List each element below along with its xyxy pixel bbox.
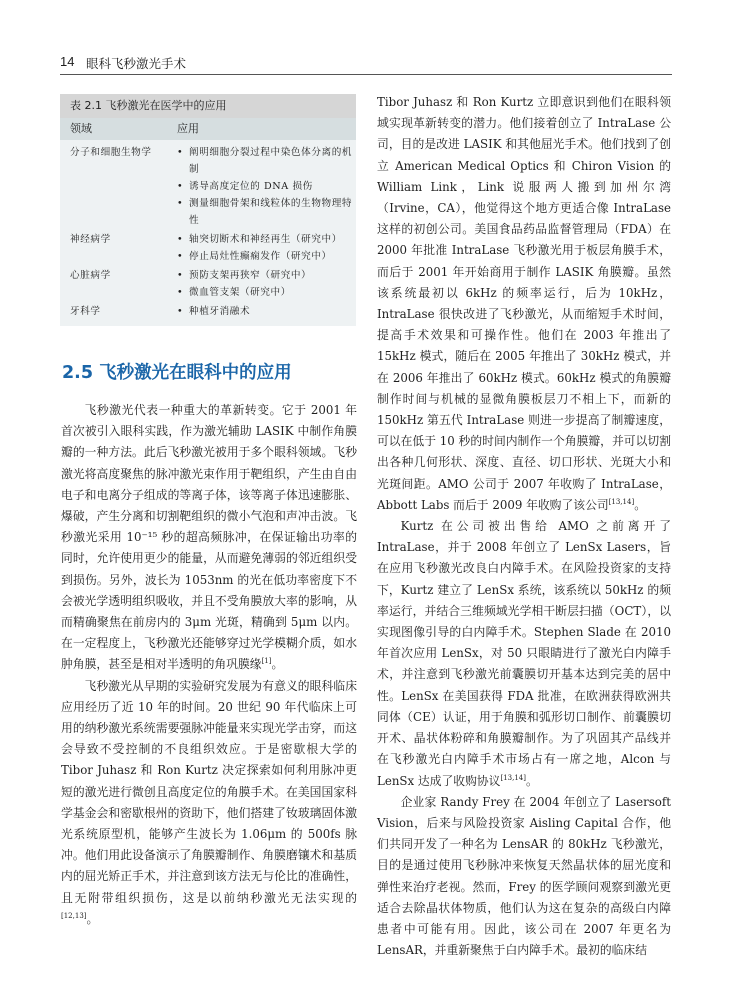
application-item: • 轴突切断术和神经再生（研究中） (177, 231, 357, 248)
bullet-icon: • (177, 251, 184, 262)
table-application-cell (177, 303, 356, 320)
bullet-icon: • (177, 234, 184, 245)
bullet-icon: • (177, 198, 184, 209)
citation: [13,14] (608, 497, 635, 506)
application-item: • 种植牙消融术 (177, 303, 357, 320)
bullet-icon: • (177, 181, 184, 192)
right-column (377, 92, 671, 961)
table-header-row (60, 118, 356, 140)
table-field-cell: 分子和细胞生物学 (70, 147, 152, 158)
body-paragraph: Kurtz 在公司被出售给 AMO 之前离开了 IntraLase，并于 2008 年创立了 LenSx Lasers，旨在应用飞秒激光改良白内障手术。在风险投资家的支持下，Kurtz 建立了 LenSx 系统，该系统以 50kHz 的频率运行，并结合三维频域光学相干断层扫描（OCT），以实现图像引导的白内障手术。Stephen Slade 在 2010 年首次应用 LenSx，对 50 只眼睛进行了激光白内障手术，并注意到飞秒激光前囊膜切开基本达到完美的居中性。LenSx 在美国获得 FDA 批准，在欧洲获得欧洲共同体（CE）认证，用于角膜和弧形切口制作、前囊膜切开术、晶状体粉碎和角膜瓣制作。为了巩固其产品线并在飞秒激光白内障手术市场占有一席之地，Alcon 与 LenSx 达成了收购协议[13,14]。 (377, 519, 671, 788)
body-paragraph: 飞秒激光代表一种重大的革新转变。它于 2001 年首次被引入眼科实践，作为激光辅助 LASIK 中制作角膜瓣的一种方法。此后飞秒激光被用于多个眼科领域。飞秒激光将高度聚焦的脉冲激光束作用于靶组织，产生由自由电子和电离分子组成的等离子体，该等离子体迅速膨胀、爆破，产生分离和切割靶组织的微小气泡和声冲击波。飞秒激光采用 10⁻¹⁵ 秒的超高频脉冲，在保证输出功率的同时，允许使用更少的能量，从而避免薄弱的邻近组织受到损伤。另外，波长为 1053nm 的光在低功率密度下不会被光学透明组织吸收，并且不受角膜放大率的影响，从而精确聚焦在前房内的 3μm 光斑，精确到 5μm 以内。在一定程度上，飞秒激光还能够穿过光学模糊介质，如水肿角膜，甚至是相对半透明的角巩膜缘[1]。 (61, 403, 357, 672)
page-number: 14 (60, 54, 75, 69)
body-paragraph: Tibor Juhasz 和 Ron Kurtz 立即意识到他们在眼科领域实现革新转变的潜力。他们接着创立了 IntraLase 公司，目的是改进 LASIK 和其他屈光手术。他们找到了创立 American Medical Optics 和 Chiron Vision 的 William Link，Link 说服两人搬到加州尔湾（Irvine，CA），他觉得这个地方更适合像 IntraLase 这样的初创公司。美国食品药品监督管理局（FDA）在 2000 年批准 IntraLase 飞秒激光用于板层角膜手术，而后于 2001 年开始商用于制作 LASIK 角膜瓣。虽然该系统最初以 6kHz 的频率运行，后为 10kHz，IntraLase 很快改进了飞秒激光，从而缩短手术时间，提高手术效果和可操作性。他们在 2003 年推出了 15kHz 模式，随后在 2005 年推出了 30kHz 模式，并在 2006 年推出了 60kHz 模式。60kHz 模式的角膜瓣制作时间与机械的显微角膜板层刀不相上下，而新的 150kHz 第五代 IntraLase 则进一步提高了制瓣速度，可以在低于 10 秒的时间内制作一个角膜瓣，并可以切割出各种几何形状、深度、直径、切口形状、光斑大小和光斑间距。AMO 公司于 2007 年收购了 IntraLase，Abbott Labs 而后于 2009 年收购了该公司[13,14]。 (377, 95, 671, 512)
bullet-icon: • (177, 287, 184, 298)
table-row (60, 144, 356, 229)
application-item: • 测量细胞骨架和线粒体的生物物理特性 (177, 195, 357, 229)
table-application-cell (177, 231, 356, 265)
table-application-cell (177, 144, 356, 229)
table-row (60, 303, 356, 320)
bullet-icon: • (177, 270, 184, 281)
citation: [12,13] (61, 911, 87, 920)
table-2-1 (60, 94, 356, 326)
page-header (60, 51, 672, 73)
table-caption: 表 2.1 飞秒激光在医学中的应用 (60, 94, 356, 118)
table-field-cell: 牙科学 (70, 306, 101, 317)
table-application-cell (177, 267, 356, 301)
citation: [1] (261, 657, 272, 666)
table-body (60, 140, 356, 326)
application-item: • 微血管支架（研究中） (177, 284, 357, 301)
application-item: • 诱导高度定位的 DNA 损伤 (177, 178, 357, 195)
table-row (60, 231, 356, 265)
citation: [13,14] (500, 773, 526, 782)
header-rule (60, 74, 672, 75)
application-item: • 阐明细胞分裂过程中染色体分离的机制 (177, 144, 357, 178)
left-column (61, 400, 357, 930)
table-header-field: 领域 (70, 122, 92, 135)
running-title: 眼科飞秒激光手术 (86, 56, 187, 71)
body-paragraph: 飞秒激光从早期的实验研究发展为有意义的眼科临床应用经历了近 10 年的时间。20 世纪 90 年代临床上可用的纳秒激光系统需要强脉冲能量来实现光学击穿，而这会导致不受控制的不良组织效应。于是密歇根大学的 Tibor Juhasz 和 Ron Kurtz 决定探索如何利用脉冲更短的激光进行微创且高度定位的角膜手术。在美国国家科学基金会和密歇根州的资助下，他们搭建了钕玻璃固体激光系统原型机，能够产生波长为 1.06μm 的 500fs 脉冲。他们用此设备演示了角膜瓣制作、角膜磨镶术和基质内的屈光矫正手术，并注意到该方法无与伦比的准确性，且无附带组织损伤，这是以前纳秒激光无法实现的[12,13]。 (61, 678, 357, 926)
bullet-icon: • (177, 147, 184, 158)
application-item: • 预防支架再狭窄（研究中） (177, 267, 357, 284)
table-header-application: 应用 (177, 122, 199, 135)
application-item: • 停止局灶性癫痫发作（研究中） (177, 248, 357, 265)
section-heading: 2.5 飞秒激光在眼科中的应用 (62, 363, 292, 383)
table-field-cell: 心脏病学 (70, 270, 111, 281)
table-field-cell: 神经病学 (70, 234, 111, 245)
bullet-icon: • (177, 306, 184, 317)
table-row (60, 267, 356, 301)
body-paragraph: 企业家 Randy Frey 在 2004 年创立了 Lasersoft Vision，后来与风险投资家 Aisling Capital 合作，他们共同开发了一种名为 LensAR 的 80kHz 飞秒激光，目的是通过使用飞秒脉冲来恢复天然晶状体的屈光度和弹性来治疗老视。然而，Frey 的医学顾问观察到激光更适合去除晶状体物质，他们认为这在复杂的高级白内障患者中可能有用。因此，该公司在 2007 年更名为 LensAR，并重新聚焦于白内障手术。最初的临床结 (377, 794, 671, 958)
